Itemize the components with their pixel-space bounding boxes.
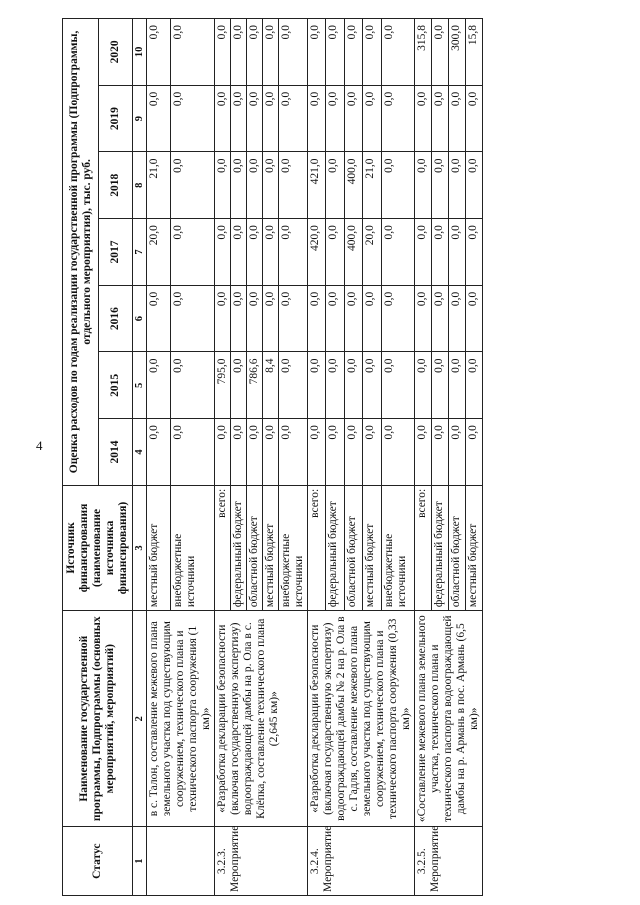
value-cell: 0,0 [466, 285, 483, 352]
source-cell: всего: [415, 485, 432, 610]
value-cell: 0,0 [344, 85, 362, 152]
value-cell: 315,8 [415, 19, 432, 86]
source-cell: внебюджетные источники [381, 485, 414, 610]
value-cell: 21,0 [147, 152, 171, 219]
value-cell: 0,0 [171, 219, 215, 286]
value-cell: 0,0 [466, 85, 483, 152]
value-cell: 0,0 [171, 152, 215, 219]
value-cell: 0,0 [432, 219, 449, 286]
source-cell: внебюджетные источники [171, 485, 215, 610]
value-cell: 0,0 [466, 352, 483, 419]
value-cell: 400,0 [344, 152, 362, 219]
value-cell: 0,0 [263, 285, 279, 352]
header-year: 2020 [99, 19, 133, 86]
value-cell: 0,0 [432, 419, 449, 486]
value-cell: 0,0 [147, 85, 171, 152]
value-cell: 0,0 [263, 85, 279, 152]
column-index: 10 [133, 19, 147, 86]
value-cell: 0,0 [215, 219, 231, 286]
value-cell: 0,0 [363, 419, 381, 486]
value-cell: 0,0 [432, 152, 449, 219]
value-cell: 0,0 [171, 19, 215, 86]
value-cell: 0,0 [326, 219, 344, 286]
value-cell: 0,0 [363, 85, 381, 152]
value-cell: 0,0 [415, 152, 432, 219]
value-cell: 0,0 [147, 352, 171, 419]
header-year: 2015 [99, 352, 133, 419]
value-cell: 0,0 [279, 285, 308, 352]
value-cell: 0,0 [308, 285, 326, 352]
value-cell: 0,0 [308, 85, 326, 152]
value-cell: 0,0 [147, 19, 171, 86]
column-index: 4 [133, 419, 147, 486]
source-cell: федеральный бюджет [231, 485, 247, 610]
value-cell: 0,0 [344, 285, 362, 352]
value-cell: 0,0 [449, 352, 466, 419]
value-cell: 21,0 [363, 152, 381, 219]
value-cell: 0,0 [231, 419, 247, 486]
source-cell: областной бюджет [449, 485, 466, 610]
value-cell: 0,0 [449, 419, 466, 486]
header-year: 2019 [99, 85, 133, 152]
value-cell: 0,0 [344, 19, 362, 86]
value-cell: 0,0 [215, 285, 231, 352]
header-source: Источник финансирования (наименование источника финансирования) [63, 485, 133, 610]
value-cell: 0,0 [415, 85, 432, 152]
value-cell: 0,0 [466, 152, 483, 219]
source-cell: местный бюджет [263, 485, 279, 610]
value-cell: 0,0 [449, 152, 466, 219]
value-cell: 0,0 [215, 19, 231, 86]
value-cell: 0,0 [415, 219, 432, 286]
value-cell: 0,0 [215, 85, 231, 152]
rotated-page [62, 18, 612, 896]
value-cell: 0,0 [381, 19, 414, 86]
table-row [415, 19, 432, 896]
value-cell: 20,0 [147, 219, 171, 286]
value-cell: 0,0 [247, 85, 263, 152]
value-cell: 0,0 [147, 419, 171, 486]
column-index: 1 [133, 827, 147, 896]
value-cell: 15,8 [466, 19, 483, 86]
value-cell: 0,0 [432, 19, 449, 86]
column-index: 3 [133, 485, 147, 610]
value-cell: 0,0 [263, 152, 279, 219]
value-cell: 0,0 [279, 152, 308, 219]
table-header [63, 19, 147, 896]
table-row [215, 19, 231, 896]
value-cell: 0,0 [231, 19, 247, 86]
value-cell: 0,0 [326, 85, 344, 152]
value-cell: 400,0 [344, 219, 362, 286]
value-cell: 0,0 [381, 152, 414, 219]
value-cell: 0,0 [263, 419, 279, 486]
value-cell: 0,0 [466, 419, 483, 486]
value-cell: 0,0 [279, 85, 308, 152]
source-cell: всего: [215, 485, 231, 610]
header-year: 2018 [99, 152, 133, 219]
column-index: 2 [133, 611, 147, 827]
value-cell: 0,0 [247, 19, 263, 86]
value-cell: 300,0 [449, 19, 466, 86]
value-cell: 0,0 [381, 352, 414, 419]
value-cell: 0,0 [466, 219, 483, 286]
value-cell: 0,0 [247, 152, 263, 219]
status-cell: 3.2.4. Мероприятие [308, 827, 415, 896]
value-cell: 0,0 [263, 19, 279, 86]
status-cell: 3.2.3. Мероприятие [215, 827, 308, 896]
value-cell: 0,0 [449, 285, 466, 352]
page-number: 4 [36, 438, 43, 453]
value-cell: 0,0 [381, 285, 414, 352]
value-cell: 0,0 [279, 352, 308, 419]
value-cell: 0,0 [326, 19, 344, 86]
header-year: 2017 [99, 219, 133, 286]
value-cell: 0,0 [449, 85, 466, 152]
value-cell: 0,0 [171, 352, 215, 419]
value-cell: 0,0 [326, 352, 344, 419]
source-cell: федеральный бюджет [432, 485, 449, 610]
value-cell: 0,0 [279, 419, 308, 486]
name-cell: «Разработка декларации безопасности (включая государственную экспертизу) водоограждающей дамбы на р. Ола в с. Клёпка, составление технического плана (2,645 км)» [215, 611, 308, 827]
name-cell: «Разработка декларации безопасности (включая государственную экспертизу) водоограждающей дамбы № 2 на р. Ола в с. Гадля, составление межевого плана земельного участка под существующим сооружением, технического плана и технического паспорта сооружения (0,33 км)» [308, 611, 415, 827]
value-cell: 0,0 [231, 219, 247, 286]
value-cell: 0,0 [231, 352, 247, 419]
value-cell: 0,0 [171, 85, 215, 152]
value-cell: 0,0 [263, 219, 279, 286]
value-cell: 0,0 [215, 152, 231, 219]
value-cell: 0,0 [363, 352, 381, 419]
source-cell: внебюджетные источники [279, 485, 308, 610]
value-cell: 0,0 [308, 352, 326, 419]
value-cell: 0,0 [326, 419, 344, 486]
value-cell: 0,0 [449, 219, 466, 286]
value-cell: 0,0 [432, 285, 449, 352]
column-index: 6 [133, 285, 147, 352]
header-year: 2016 [99, 285, 133, 352]
value-cell: 0,0 [308, 19, 326, 86]
value-cell: 0,0 [171, 419, 215, 486]
source-cell: местный бюджет [363, 485, 381, 610]
source-cell: всего: [308, 485, 326, 610]
source-cell: местный бюджет [147, 485, 171, 610]
value-cell: 0,0 [415, 352, 432, 419]
source-cell: федеральный бюджет [326, 485, 344, 610]
value-cell: 795,0 [215, 352, 231, 419]
header-estimate: Оценка расходов по годам реализации государственной программы (Подпрограммы, отдельного мероприятия), тыс. руб. [63, 19, 99, 486]
value-cell: 0,0 [247, 419, 263, 486]
value-cell: 0,0 [147, 285, 171, 352]
source-cell: областной бюджет [344, 485, 362, 610]
value-cell: 0,0 [171, 285, 215, 352]
value-cell: 0,0 [215, 419, 231, 486]
value-cell: 0,0 [415, 285, 432, 352]
status-cell [147, 827, 215, 896]
source-cell: местный бюджет [466, 485, 483, 610]
value-cell: 420,0 [308, 219, 326, 286]
column-index: 7 [133, 219, 147, 286]
value-cell: 0,0 [231, 152, 247, 219]
value-cell: 0,0 [415, 419, 432, 486]
table-row [308, 19, 326, 896]
value-cell: 8,4 [263, 352, 279, 419]
value-cell: 0,0 [363, 285, 381, 352]
value-cell: 0,0 [308, 419, 326, 486]
value-cell: 0,0 [432, 352, 449, 419]
value-cell: 0,0 [326, 152, 344, 219]
value-cell: 0,0 [344, 419, 362, 486]
value-cell: 0,0 [247, 285, 263, 352]
value-cell: 0,0 [326, 285, 344, 352]
table-body [147, 19, 483, 896]
table-row [147, 19, 171, 896]
value-cell: 0,0 [231, 285, 247, 352]
column-index: 5 [133, 352, 147, 419]
budget-table [62, 18, 483, 896]
value-cell: 786,6 [247, 352, 263, 419]
header-year: 2014 [99, 419, 133, 486]
value-cell: 20,0 [363, 219, 381, 286]
value-cell: 0,0 [344, 352, 362, 419]
value-cell: 0,0 [363, 19, 381, 86]
value-cell: 421,0 [308, 152, 326, 219]
value-cell: 0,0 [381, 419, 414, 486]
status-cell: 3.2.5. Мероприятие [415, 827, 483, 896]
column-index: 8 [133, 152, 147, 219]
header-column-index [133, 19, 147, 896]
value-cell: 0,0 [381, 85, 414, 152]
header-status: Статус [63, 827, 133, 896]
value-cell: 0,0 [279, 219, 308, 286]
value-cell: 0,0 [231, 85, 247, 152]
value-cell: 0,0 [279, 19, 308, 86]
value-cell: 0,0 [381, 219, 414, 286]
column-index: 9 [133, 85, 147, 152]
name-cell: «Составление межевого плана земельного участка, технического плана и технического паспорта водоограждающей дамбы на р. Армань в пос. Армань (6,5 км)» [415, 611, 483, 827]
value-cell: 0,0 [432, 85, 449, 152]
header-name: Наименование государственной программы, Подпрограммы (основных мероприятий, мероприятий) [63, 611, 133, 827]
source-cell: областной бюджет [247, 485, 263, 610]
value-cell: 0,0 [247, 219, 263, 286]
name-cell: в с. Талон, составление межевого плана земельного участка под существующим сооружением, технического плана и технического паспорта сооружения (1 км)» [147, 611, 215, 827]
